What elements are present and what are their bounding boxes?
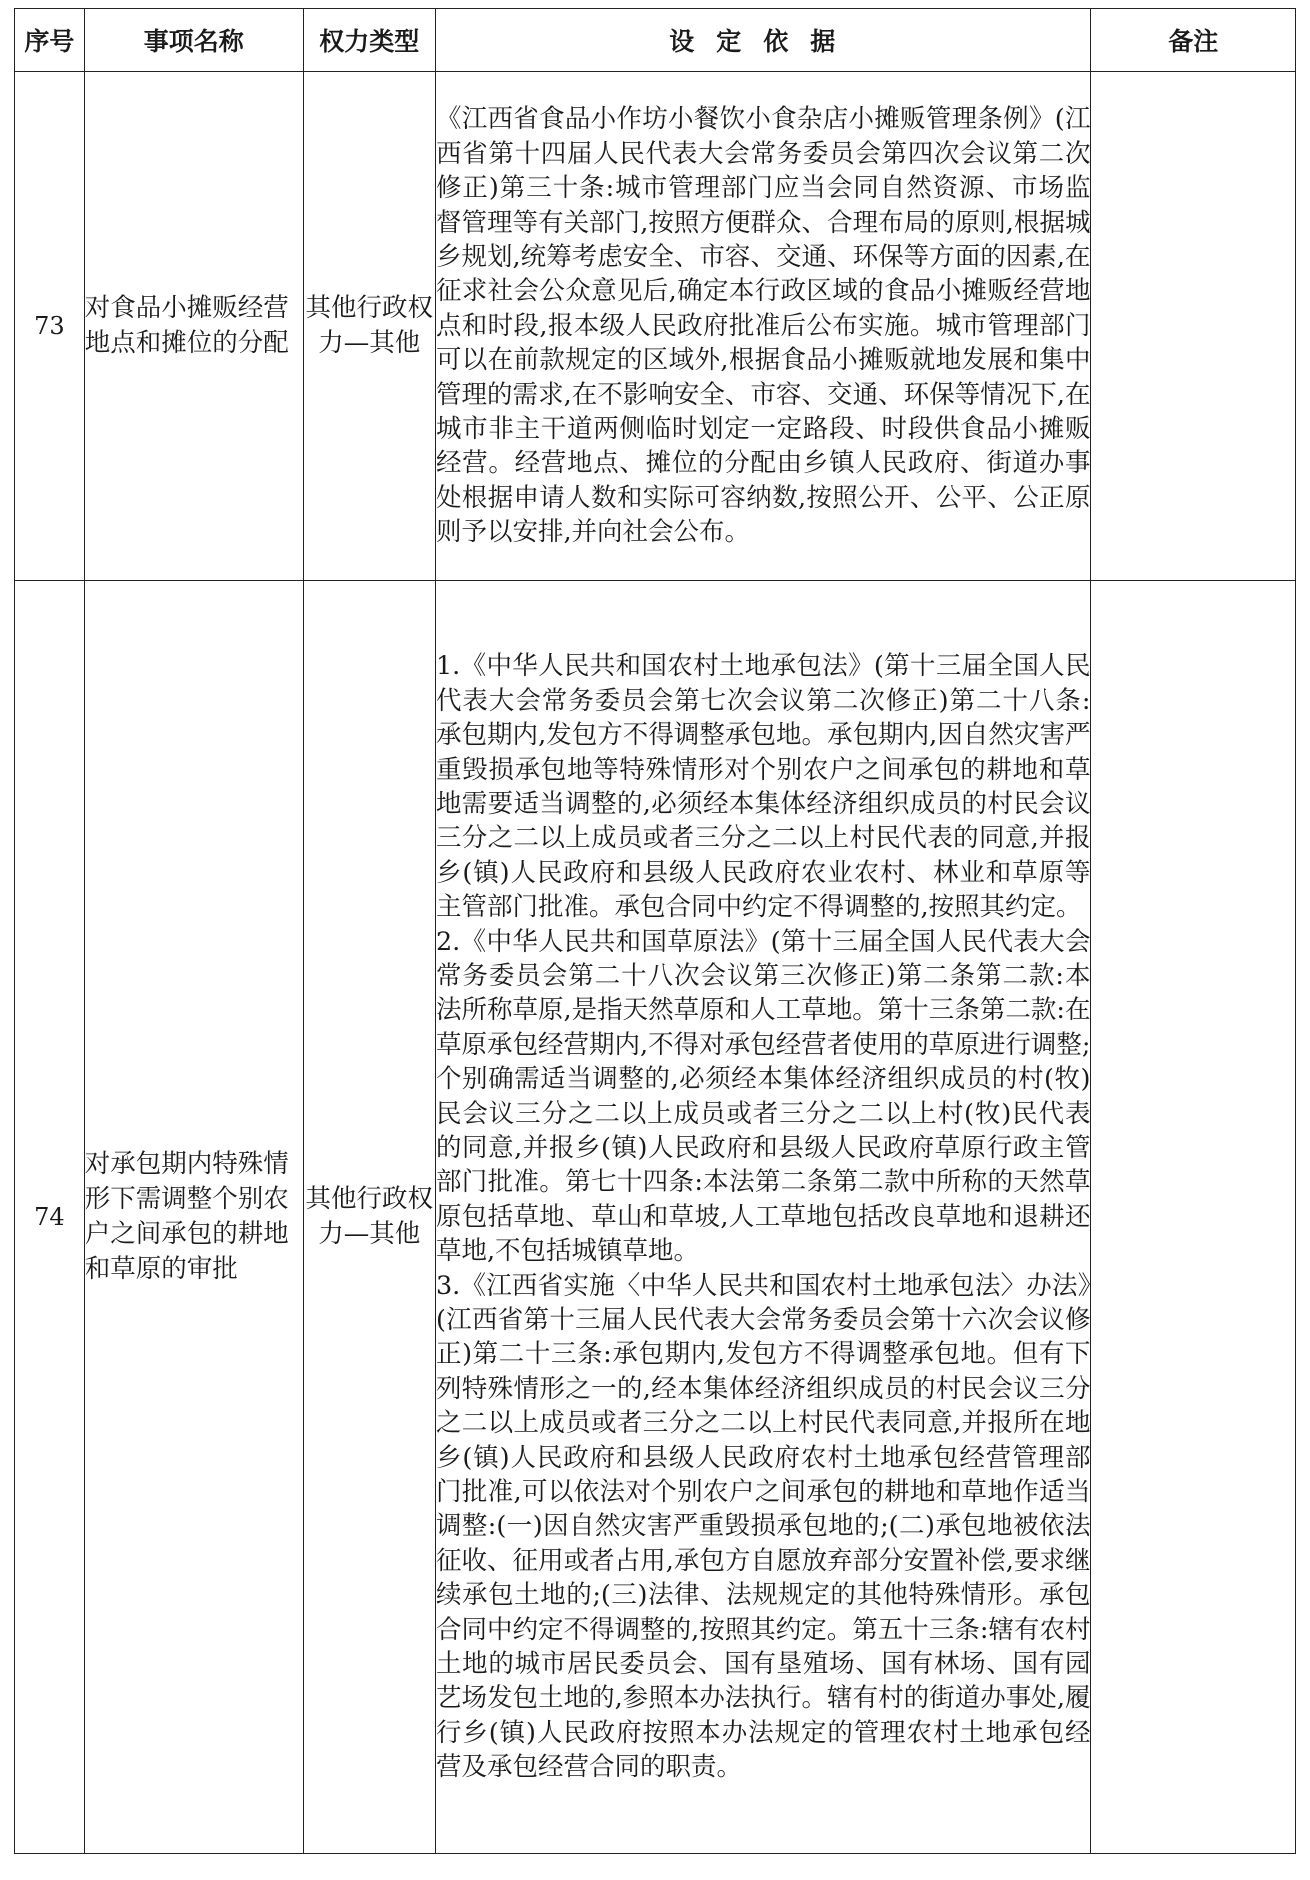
header-basis: 设定依据 [435, 9, 1091, 72]
header-type: 权力类型 [303, 9, 435, 72]
header-remark: 备注 [1091, 9, 1296, 72]
basis-paragraph-2: 2.《中华人民共和国草原法》(第十三届全国人民代表大会常务委员会第二十八次会议第三次修正)第二条第二款:本法所称草原,是指天然草原和人工草地。第十三条第二款:在草原承包经营期内,不得对承包经营者使用的草原进行调整;个别确需适当调整的,必须经本集体经济组织成员的村(牧)民会议三分之二以上成员或者三分之二以上村(牧)民代表的同意,并报乡(镇)人民政府和县级人民政府草原行政主管部门批准。第七十四条:本法第二条第二款中所称的天然草原包括草地、草山和草坡,人工草地包括改良草地和退耕还草地,不包括城镇草地。 [435, 926, 1091, 1267]
row-basis [435, 581, 1091, 1854]
basis-paragraph-1: 1.《中华人民共和国农村土地承包法》(第十三届全国人民代表大会常务委员会第七次会议第二次修正)第二十八条:承包期内,发包方不得调整承包地。承包期内,因自然灾害严重毁损承包地等特殊情形对个别农户之间承包的耕地和草地需要适当调整的,必须经本集体经济组织成员的村民会议三分之二以上成员或者三分之二以上村民代表的同意,并报乡(镇)人民政府和县级人民政府农业农村、林业和草原等主管部门批准。承包合同中约定不得调整的,按照其约定。 [435, 651, 1091, 923]
row-remark [1091, 72, 1296, 581]
row-type: 其他行政权力—其他 [303, 581, 435, 1854]
basis-paragraph: 《江西省食品小作坊小餐饮小食杂店小摊贩管理条例》(江西省第十四届人民代表大会常务委员会第四次会议第二次修正)第三十条:城市管理部门应当会同自然资源、市场监督管理等有关部门,按照方便群众、合理布局的原则,根据城乡规划,统筹考虑安全、市容、交通、环保等方面的因素,在征求社会公众意见后,确定本行政区域的食品小摊贩经营地点和时段,报本级人民政府批准后公布实施。城市管理部门可以在前款规定的区域外,根据食品小摊贩就地发展和集中管理的需求,在不影响安全、市容、交通、环保等情况下,在城市非主干道两侧临时划定一定路段、时段供食品小摊贩经营。经营地点、摊位的分配由乡镇人民政府、街道办事处根据申请人数和实际可容纳数,按照公开、公平、公正原则予以安排,并向社会公布。 [435, 104, 1091, 548]
row-no: 73 [15, 72, 85, 581]
document-table [14, 8, 1296, 1854]
header-name: 事项名称 [84, 9, 303, 72]
row-basis [435, 72, 1091, 581]
header-row [15, 9, 1296, 72]
table-row [15, 581, 1296, 1854]
header-no: 序号 [15, 9, 85, 72]
table-row [15, 72, 1296, 581]
row-no: 74 [15, 581, 85, 1854]
row-type: 其他行政权力—其他 [303, 72, 435, 581]
row-remark [1091, 581, 1296, 1854]
basis-paragraph-3: 3.《江西省实施〈中华人民共和国农村土地承包法〉办法》(江西省第十三届人民代表大会常务委员会第十六次会议修正)第二十三条:承包期内,发包方不得调整承包地。但有下列特殊情形之一的,经本集体经济组织成员的村民会议三分之二以上成员或者三分之二以上村民代表同意,并报所在地乡(镇)人民政府和县级人民政府农村土地承包经营管理部门批准,可以依法对个别农户之间承包的耕地和草地作适当调整:(一)因自然灾害严重毁损承包地的;(二)承包地被依法征收、征用或者占用,承包方自愿放弃部分安置补偿,要求继续承包土地的;(三)法律、法规规定的其他特殊情形。承包合同中约定不得调整的,按照其约定。第五十三条:辖有农村土地的城市居民委员会、国有垦殖场、国有林场、国有园艺场发包土地的,参照本办法执行。辖有村的街道办事处,履行乡(镇)人民政府按照本办法规定的管理农村土地承包经营及承包经营合同的职责。 [435, 1270, 1091, 1783]
row-name: 对食品小摊贩经营地点和摊位的分配 [84, 72, 303, 581]
row-name: 对承包期内特殊情形下需调整个别农户之间承包的耕地和草原的审批 [84, 581, 303, 1854]
